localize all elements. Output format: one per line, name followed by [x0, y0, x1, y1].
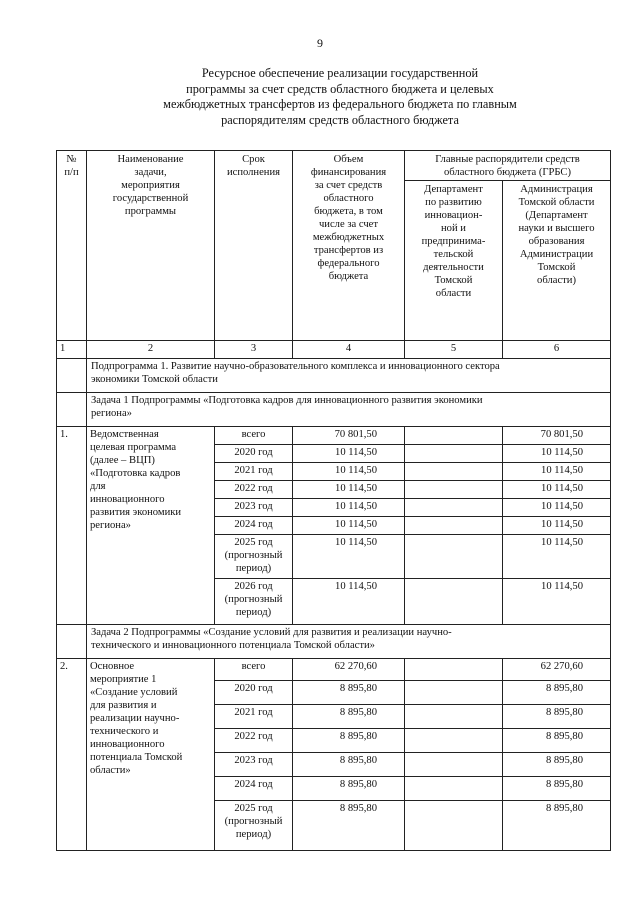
text-line: Томской области: [518, 197, 595, 208]
total-cell: 8 895,80: [293, 705, 405, 729]
period-cell: 2021 год: [215, 463, 293, 481]
text-line: потенциала Томской: [90, 752, 183, 763]
column-number: 5: [405, 341, 503, 359]
text-line: (далее – ВЦП): [90, 455, 155, 466]
text-line: региона»: [90, 520, 131, 531]
department-cell: [405, 445, 503, 463]
text-line: областного бюджета (ГРБС): [443, 167, 572, 178]
period-cell: 2022 год: [215, 729, 293, 753]
text-line: (прогнозный: [224, 816, 283, 827]
header-number: [57, 151, 87, 341]
total-cell: 10 114,50: [293, 499, 405, 517]
empty-cell: [57, 359, 87, 393]
total-cell: 10 114,50: [293, 481, 405, 499]
header-volume: [293, 151, 405, 341]
text-line: Администрации: [519, 249, 594, 260]
column-number: 2: [87, 341, 215, 359]
total-cell: 62 270,60: [293, 659, 405, 681]
text-line: области»: [90, 765, 131, 776]
administration-cell: 10 114,50: [503, 499, 611, 517]
text-line: реализации научно-: [90, 713, 180, 724]
administration-cell: 62 270,60: [503, 659, 611, 681]
table-row: [57, 427, 611, 445]
header-administration: [503, 181, 611, 341]
header-department: [405, 181, 503, 341]
column-number: 6: [503, 341, 611, 359]
column-number: 4: [293, 341, 405, 359]
text-line: инновационного: [90, 739, 165, 750]
total-cell: 8 895,80: [293, 753, 405, 777]
period-cell: [215, 801, 293, 851]
text-line: областного: [323, 193, 374, 204]
item-number: 2.: [57, 659, 87, 851]
text-line: межбюджетных: [312, 232, 385, 243]
text-line: финансирования: [310, 167, 387, 178]
text-line: Подпрограмма 1. Развитие научно-образовательного комплекса и инновационного сектора: [91, 361, 500, 372]
department-cell: [405, 705, 503, 729]
text-line: Томской: [537, 262, 576, 273]
text-line: п/п: [64, 167, 79, 178]
period-cell: 2020 год: [215, 681, 293, 705]
administration-cell: 10 114,50: [503, 481, 611, 499]
department-cell: [405, 535, 503, 579]
text-line: 2026 год: [234, 581, 273, 592]
empty-cell: [57, 393, 87, 427]
total-cell: 10 114,50: [293, 445, 405, 463]
task-row: [57, 393, 611, 427]
period-cell: 2023 год: [215, 753, 293, 777]
department-cell: [405, 729, 503, 753]
text-line: тельской: [433, 249, 474, 260]
text-line: Задача 1 Подпрограммы «Подготовка кадров для инновационного развития экономики: [91, 395, 483, 406]
period-cell: всего: [215, 427, 293, 445]
header-grbs: [405, 151, 611, 181]
header-period: [215, 151, 293, 341]
period-cell: 2024 год: [215, 517, 293, 535]
text-line: «Создание условий: [90, 687, 178, 698]
period-cell: [215, 579, 293, 625]
text-line: образования: [528, 236, 585, 247]
text-line: период): [235, 607, 272, 618]
text-line: ной и: [441, 223, 466, 234]
department-cell: [405, 499, 503, 517]
text-line: области): [537, 275, 576, 286]
text-line: инновацион-: [424, 210, 483, 221]
text-line: области: [435, 288, 472, 299]
text-line: инновационного: [90, 494, 165, 505]
text-line: (прогнозный: [224, 594, 283, 605]
department-cell: [405, 579, 503, 625]
period-cell: 2023 год: [215, 499, 293, 517]
administration-cell: 70 801,50: [503, 427, 611, 445]
total-cell: 8 895,80: [293, 681, 405, 705]
administration-cell: 8 895,80: [503, 729, 611, 753]
text-line: Наименование: [117, 154, 184, 165]
subprogram-row: [57, 359, 611, 393]
administration-cell: 8 895,80: [503, 705, 611, 729]
period-cell: всего: [215, 659, 293, 681]
task-title: [87, 393, 611, 427]
item-name: [87, 659, 215, 851]
title-line: Ресурсное обеспечение реализации государственной: [201, 66, 479, 80]
department-cell: [405, 753, 503, 777]
total-cell: 10 114,50: [293, 463, 405, 481]
text-line: Основное: [90, 661, 135, 672]
table-row: [57, 659, 611, 681]
text-line: деятельности: [423, 262, 484, 273]
column-number: 1: [57, 341, 87, 359]
text-line: региона»: [91, 408, 132, 419]
administration-cell: 8 895,80: [503, 681, 611, 705]
text-line: №: [66, 154, 77, 165]
department-cell: [405, 681, 503, 705]
total-cell: 8 895,80: [293, 777, 405, 801]
text-line: Объем: [333, 154, 364, 165]
task-row: [57, 625, 611, 659]
text-line: государственной: [112, 193, 189, 204]
total-cell: 10 114,50: [293, 517, 405, 535]
title-line: распорядителям средств областного бюджета: [221, 112, 459, 127]
text-line: федерального: [317, 258, 380, 269]
text-line: целевая программа: [90, 442, 177, 453]
period-cell: 2021 год: [215, 705, 293, 729]
text-line: задачи,: [134, 167, 167, 178]
text-line: для развития и: [90, 700, 157, 711]
column-number-row: [57, 341, 611, 359]
total-cell: 10 114,50: [293, 579, 405, 625]
header-name: [87, 151, 215, 341]
item-name: [87, 427, 215, 625]
subprogram-title: [87, 359, 611, 393]
administration-cell: 10 114,50: [503, 579, 611, 625]
text-line: Администрация: [520, 184, 593, 195]
period-cell: 2022 год: [215, 481, 293, 499]
text-line: для: [90, 481, 106, 492]
text-line: бюджета: [328, 271, 369, 282]
text-line: науки и высшего: [518, 223, 595, 234]
text-line: экономики Томской области: [91, 374, 218, 385]
department-cell: [405, 777, 503, 801]
text-line: Томской: [434, 275, 473, 286]
text-line: Департамент: [424, 184, 483, 195]
text-line: предпринима-: [421, 236, 486, 247]
column-number: 3: [215, 341, 293, 359]
total-cell: 8 895,80: [293, 801, 405, 851]
text-line: 2025 год: [234, 537, 273, 548]
text-line: Ведомственная: [90, 429, 159, 440]
period-cell: 2024 год: [215, 777, 293, 801]
department-cell: [405, 517, 503, 535]
total-cell: 10 114,50: [293, 535, 405, 579]
resource-table: [56, 150, 611, 851]
department-cell: [405, 659, 503, 681]
text-line: «Подготовка кадров: [90, 468, 181, 479]
administration-cell: 10 114,50: [503, 463, 611, 481]
department-cell: [405, 801, 503, 851]
text-line: за счет средств: [314, 180, 383, 191]
text-line: (Департамент: [525, 210, 588, 221]
page-number: 9: [317, 36, 323, 50]
text-line: (прогнозный: [224, 550, 283, 561]
administration-cell: 8 895,80: [503, 801, 611, 851]
text-line: программы: [124, 206, 177, 217]
department-cell: [405, 463, 503, 481]
administration-cell: 10 114,50: [503, 517, 611, 535]
empty-cell: [57, 625, 87, 659]
text-line: период): [235, 563, 272, 574]
title-line: межбюджетных трансфертов из федерального бюджета по главным: [163, 97, 517, 111]
item-number: 1.: [57, 427, 87, 625]
text-line: Задача 2 Подпрограммы «Создание условий для развития и реализации научно-: [91, 627, 452, 638]
text-line: 2025 год: [234, 803, 273, 814]
period-cell: 2020 год: [215, 445, 293, 463]
total-cell: 8 895,80: [293, 729, 405, 753]
page-title: [140, 66, 540, 128]
text-line: бюджета, в том: [314, 206, 383, 217]
text-line: исполнения: [226, 167, 281, 178]
administration-cell: 8 895,80: [503, 777, 611, 801]
text-line: период): [235, 829, 272, 840]
department-cell: [405, 481, 503, 499]
text-line: по развитию: [425, 197, 482, 208]
total-cell: 70 801,50: [293, 427, 405, 445]
text-line: мероприятие 1: [90, 674, 157, 685]
text-line: мероприятия: [121, 180, 180, 191]
text-line: Главные распорядители средств: [435, 154, 580, 165]
text-line: трансфертов из: [313, 245, 384, 256]
text-line: Срок: [242, 154, 265, 165]
text-line: числе за счет: [318, 219, 379, 230]
header-row: [57, 151, 611, 181]
text-line: технического и: [90, 726, 159, 737]
period-cell: [215, 535, 293, 579]
text-line: технического и инновационного потенциала Томской области»: [91, 640, 375, 651]
title-line: программы за счет средств областного бюджета и целевых: [186, 81, 494, 96]
administration-cell: 8 895,80: [503, 753, 611, 777]
administration-cell: 10 114,50: [503, 445, 611, 463]
text-line: развития экономики: [90, 507, 182, 518]
department-cell: [405, 427, 503, 445]
administration-cell: 10 114,50: [503, 535, 611, 579]
task-title: [87, 625, 611, 659]
